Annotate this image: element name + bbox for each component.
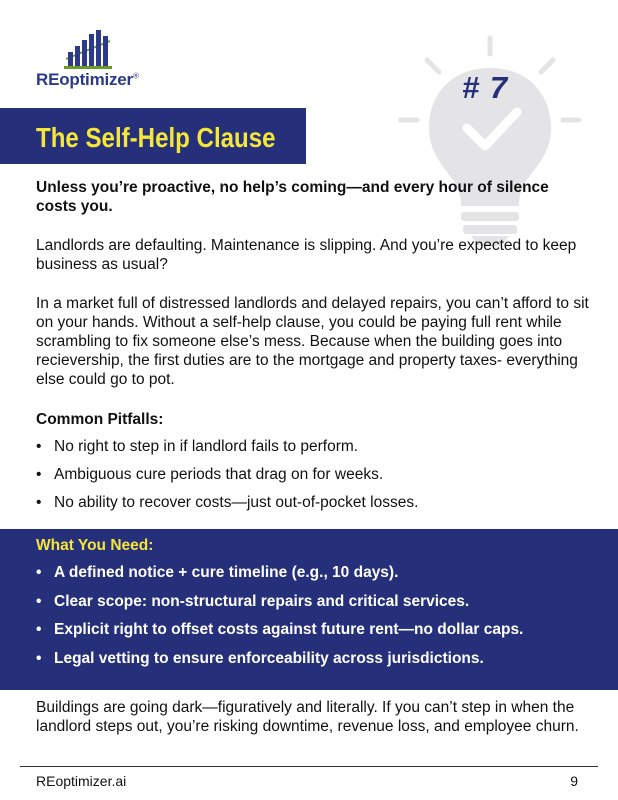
need-item: • Legal vetting to ensure enforceability across jurisdictions. xyxy=(36,649,606,668)
lead-statement: Unless you’re proactive, no help’s coming—and every hour of silence costs you. xyxy=(36,179,549,215)
footer-site: REoptimizer.ai xyxy=(36,773,127,789)
what-you-need-list xyxy=(36,563,606,677)
need-item: • Explicit right to offset costs against future rent—no dollar caps. xyxy=(36,620,606,639)
company-logo xyxy=(36,28,166,90)
pitfall-item: • No right to step in if landlord fails to perform. xyxy=(36,437,596,456)
page-number: 9 xyxy=(570,773,578,789)
closing-paragraph: Buildings are going dark—figuratively and literally. If you can’t step in when the landlord steps out, you’re risking downtime, revenue loss, and employee churn. xyxy=(36,699,579,735)
what-you-need-box xyxy=(0,529,618,690)
what-you-need-heading: What You Need: xyxy=(36,537,154,554)
intro-paragraph: Landlords are defaulting. Maintenance is slipping. And you’re expected to keep business as usual? xyxy=(36,237,577,273)
body-paragraph: In a market full of distressed landlords and delayed repairs, you can’t afford to sit on your hands. Without a self-help clause, you could be paying full rent while scrambling to fix someone else’s mess. Because when the building goes into recievership, the first duties are to the mortgage and property taxes- everything else could go to pot. xyxy=(36,295,589,388)
pitfall-item: • No ability to recover costs—just out-of-pocket losses. xyxy=(36,493,596,512)
footer-divider xyxy=(20,766,598,767)
pitfall-item: • Ambiguous cure periods that drag on for weeks. xyxy=(36,465,596,484)
logo-registered-mark: ® xyxy=(132,71,139,81)
logo-buildings-icon xyxy=(64,28,112,70)
page-title: The Self-Help Clause xyxy=(36,122,276,153)
lightbulb-check-icon xyxy=(395,30,585,250)
pitfalls-list xyxy=(36,437,596,521)
need-item: • A defined notice + cure timeline (e.g., 10 days). xyxy=(36,563,606,582)
need-item: • Clear scope: non-structural repairs and critical services. xyxy=(36,592,606,611)
title-banner xyxy=(0,108,306,164)
tip-number: # 7 xyxy=(462,70,509,105)
logo-name: REoptimizer xyxy=(36,70,133,89)
logo-wordmark xyxy=(36,70,139,90)
pitfalls-heading: Common Pitfalls: xyxy=(36,411,164,428)
